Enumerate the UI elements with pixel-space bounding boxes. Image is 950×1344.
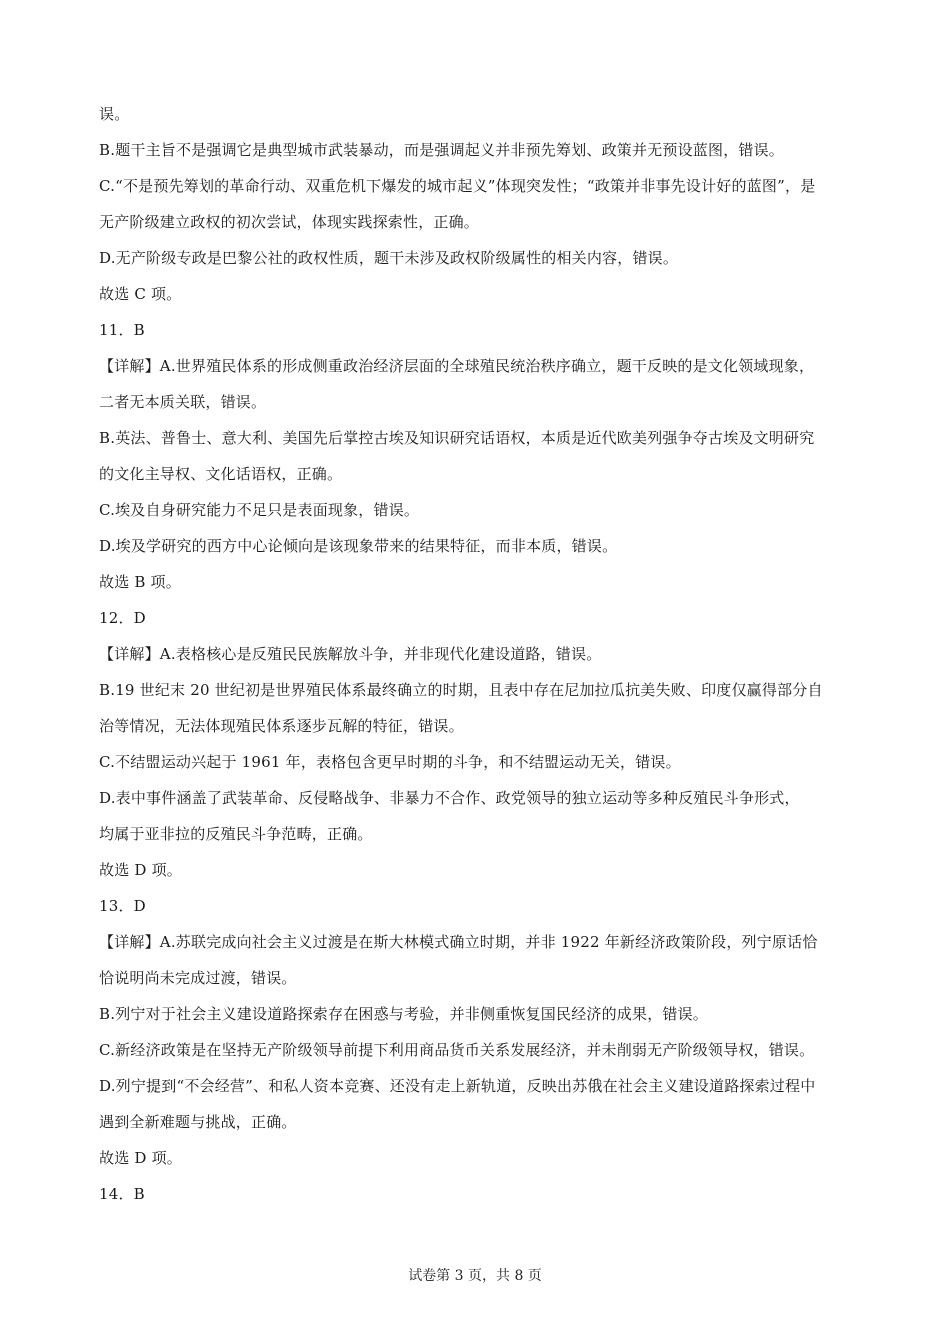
page-footer: 试卷第 3 页，共 8 页	[408, 1268, 542, 1284]
text-line: 治等情况，无法体现殖民体系逐步瓦解的特征，错误。	[99, 717, 464, 735]
text-line: 无产阶级建立政权的初次尝试，体现实践探索性，正确。	[99, 213, 480, 231]
text-line: D.列宁提到“不会经营”、和私人资本竞赛、还没有走上新轨道，反映出苏俄在社会主义建设道路探索过程中	[99, 1077, 816, 1095]
question-answer-14: 14．B	[99, 1185, 145, 1203]
text-line: C.不结盟运动兴起于 1961 年，表格包含更早时期的斗争，和不结盟运动无关，错误。	[99, 753, 681, 771]
text-line: B.列宁对于社会主义建设道路探索存在困惑与考验，并非侧重恢复国民经济的成果，错误。	[99, 1005, 708, 1023]
answer-conclusion: 故选 D 项。	[99, 1149, 182, 1167]
text-line: C.“不是预先筹划的革命行动、双重危机下爆发的城市起义”体现突发性；“政策并非事先设计好的蓝图”，是	[99, 177, 816, 195]
text-line: C.埃及自身研究能力不足只是表面现象，错误。	[99, 501, 420, 519]
question-answer-12: 12．D	[99, 609, 146, 627]
text-line: 【详解】A.世界殖民体系的形成侧重政治经济层面的全球殖民统治秩序确立，题干反映的是文化领域现象，	[99, 357, 815, 375]
question-answer-13: 13．D	[99, 897, 146, 915]
text-line: D.埃及学研究的西方中心论倾向是该现象带来的结果特征，而非本质，错误。	[99, 537, 618, 555]
text-line: 【详解】A.苏联完成向社会主义过渡是在斯大林模式确立时期，并非 1922 年新经济政策阶段，列宁原话恰	[99, 933, 818, 951]
answer-conclusion: 故选 B 项。	[99, 573, 181, 591]
answer-conclusion: 故选 D 项。	[99, 861, 182, 879]
question-answer-11: 11．B	[99, 321, 145, 339]
text-line: 【详解】A.表格核心是反殖民民族解放斗争，并非现代化建设道路，错误。	[99, 645, 602, 663]
text-line: 二者无本质关联，错误。	[99, 393, 267, 411]
text-line: 的文化主导权、文化话语权，正确。	[99, 465, 343, 483]
text-line: B.19 世纪末 20 世纪初是世界殖民体系最终确立的时期，且表中存在尼加拉瓜抗美失败、印度仅赢得部分自	[99, 681, 823, 699]
text-line: B.英法、普鲁士、意大利、美国先后掌控古埃及知识研究话语权，本质是近代欧美列强争夺古埃及文明研究	[99, 429, 815, 447]
text-line: D.表中事件涵盖了武装革命、反侵略战争、非暴力不合作、政党领导的独立运动等多种反殖民斗争形式，	[99, 789, 800, 807]
text-line: 遇到全新难题与挑战，正确。	[99, 1113, 297, 1131]
text-line: B.题干主旨不是强调它是典型城市武装暴动，而是强调起义并非预先筹划、政策并无预设蓝图，错误。	[99, 141, 784, 159]
text-line: 恰说明尚未完成过渡，错误。	[99, 969, 297, 987]
text-line: C.新经济政策是在坚持无产阶级领导前提下利用商品货币关系发展经济，并未削弱无产阶级领导权，错误。	[99, 1041, 815, 1059]
text-line: 均属于亚非拉的反殖民斗争范畴，正确。	[99, 825, 373, 843]
answer-explanations	[99, 96, 859, 1212]
answer-conclusion: 故选 C 项。	[99, 285, 182, 303]
text-line: D.无产阶级专政是巴黎公社的政权性质，题干未涉及政权阶级属性的相关内容，错误。	[99, 249, 679, 267]
text-line: 误。	[99, 105, 130, 123]
